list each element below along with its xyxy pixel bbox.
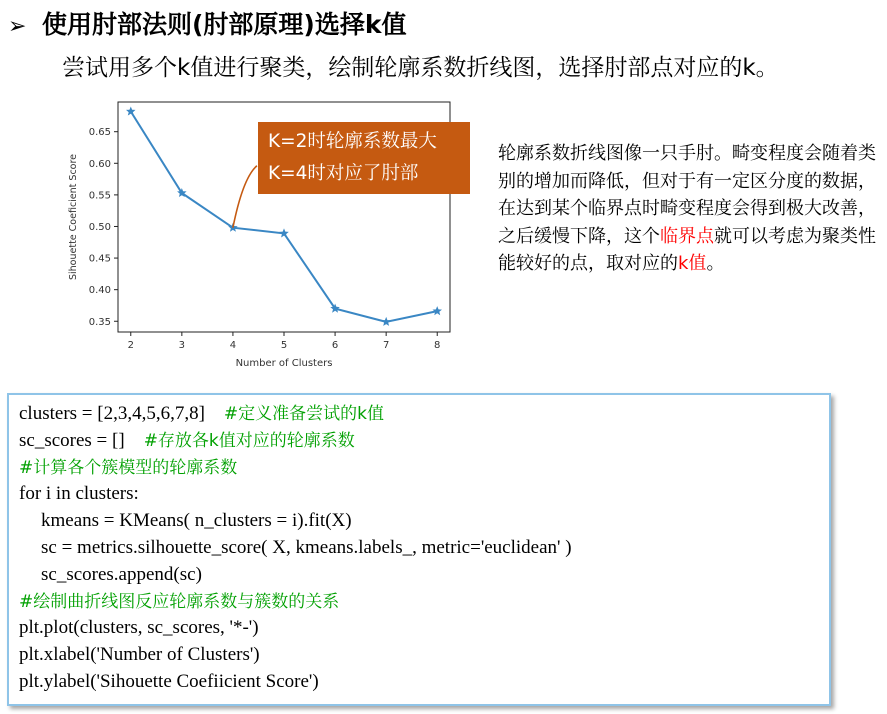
explanation-part-1: 轮廓系数折线图像一只手肘。畸变程度会随着类别的增加而降低，但对于有一定区分度的数据，在达到某个临界点时畸变程度会得到极大改善，之后缓慢下降，这个 — [498, 143, 876, 247]
x-tick-label: 6 — [331, 340, 339, 351]
code-line — [19, 455, 829, 482]
x-axis-label: Number of Clusters — [235, 358, 333, 367]
code-block — [7, 393, 831, 706]
x-tick-label: 2 — [127, 340, 134, 351]
code-text: plt.xlabel('Number of Clusters') — [19, 644, 260, 666]
x-tick-label: 8 — [434, 340, 441, 351]
code-text: plt.ylabel('Sihouette Coefiicient Score') — [19, 670, 319, 692]
code-text: sc_scores.append(sc) — [41, 563, 202, 585]
code-text: for i in clusters: — [19, 483, 139, 505]
code-comment: #存放各k值对应的轮廓系数 — [143, 430, 355, 451]
code-comment: #定义准备尝试的k值 — [223, 404, 385, 424]
x-tick-label: 3 — [178, 340, 186, 351]
code-line — [19, 401, 829, 428]
callout-line-2: K=4时对应了肘部 — [268, 163, 419, 184]
y-axis-label: Sihouette Coeficient Score — [68, 153, 79, 281]
code-comment: #绘制曲折线图反应轮廓系数与簇数的关系 — [19, 591, 340, 612]
data-point-star — [381, 317, 391, 326]
heading-title: 使用肘部法则(肘部原理)选择k值 — [42, 10, 407, 39]
data-point-star — [279, 228, 289, 237]
code-text: plt.plot(clusters, sc_scores, '*-') — [19, 617, 259, 639]
x-tick-label: 4 — [229, 340, 237, 351]
code-line — [19, 589, 829, 616]
x-tick-label: 5 — [280, 340, 288, 351]
page-heading — [8, 8, 406, 44]
code-line — [19, 562, 829, 589]
data-point-star — [433, 306, 443, 315]
data-point-star — [126, 107, 136, 116]
code-text: sc = metrics.silhouette_score( X, kmeans.labels_, metric='euclidean' ) — [41, 536, 572, 558]
explanation-part-3: 。 — [706, 253, 725, 274]
arrow-bullet-icon: ➢ — [8, 14, 27, 39]
explanation-part-2: 就可以考虑为聚类性能较好的点，取对应的 — [498, 225, 876, 274]
code-line — [19, 615, 829, 642]
callout-line-1: K=2时轮廓系数最大 — [268, 131, 437, 152]
code-line — [19, 535, 829, 562]
y-tick-label: 0.40 — [88, 285, 111, 297]
code-line — [19, 428, 829, 455]
subheading: 尝试用多个k值进行聚类，绘制轮廓系数折线图，选择肘部点对应的k。 — [62, 55, 779, 81]
y-tick-label: 0.50 — [88, 221, 111, 233]
code-text: kmeans = KMeans( n_clusters = i).fit(X) — [41, 510, 352, 532]
explanation-text — [498, 140, 882, 278]
y-tick-label: 0.35 — [88, 316, 111, 328]
code-comment: #计算各个簇模型的轮廓系数 — [19, 457, 238, 478]
y-tick-label: 0.45 — [88, 253, 111, 265]
y-tick-label: 0.65 — [88, 127, 111, 139]
code-text: sc_scores = [] — [19, 429, 144, 451]
code-line — [19, 508, 829, 535]
highlight-critical-point: 临界点 — [660, 225, 714, 247]
y-tick-label: 0.55 — [88, 190, 111, 202]
y-tick-label: 0.60 — [88, 158, 111, 170]
code-line — [19, 481, 829, 508]
code-text: clusters = [2,3,4,5,6,7,8] — [19, 403, 224, 424]
highlight-k-value: k值 — [678, 253, 707, 274]
callout-box — [258, 122, 470, 194]
x-tick-label: 7 — [382, 340, 390, 351]
code-line — [19, 669, 829, 696]
code-line — [19, 642, 829, 669]
callout-leader-line — [233, 166, 257, 228]
